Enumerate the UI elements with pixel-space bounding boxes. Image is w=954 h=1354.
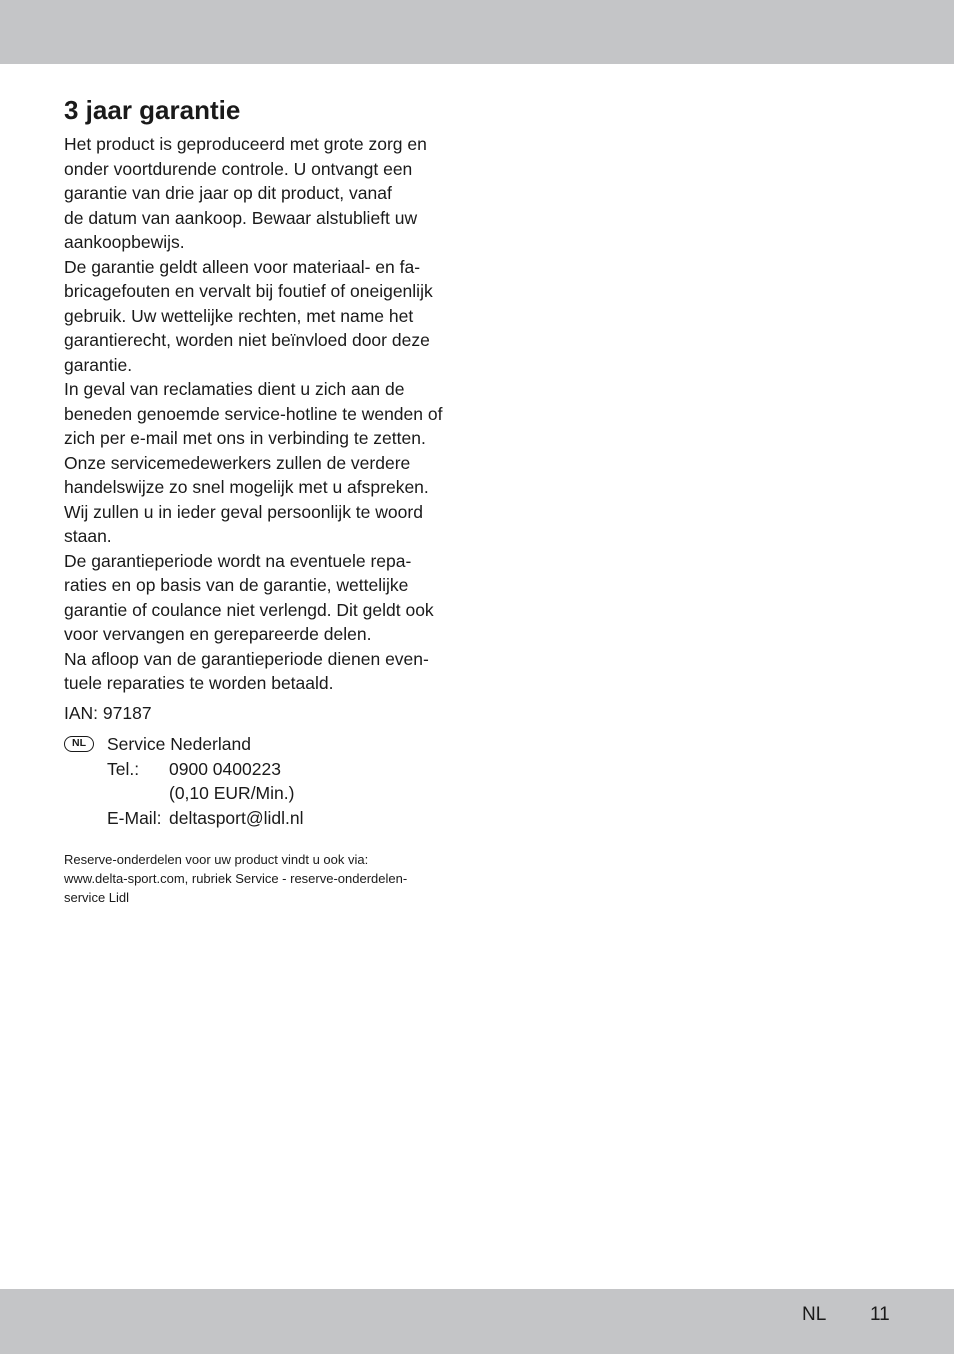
warranty-section	[64, 94, 464, 907]
text-line: garantierecht, worden niet beïnvloed door deze	[64, 330, 430, 350]
paragraph-5	[64, 647, 464, 696]
text-line: staan.	[64, 526, 112, 546]
text-line: gebruik. Uw wettelijke rechten, met name het	[64, 305, 414, 326]
page-number: 11	[870, 1304, 890, 1325]
text-line: Het product is geproduceerd met grote zorg en	[64, 134, 427, 154]
text-line: garantie van drie jaar op dit product, vanaf	[64, 183, 392, 203]
service-name: Service Nederland	[107, 734, 251, 754]
text-line: handelswijze zo snel mogelijk met u afspreken.	[64, 477, 429, 497]
text-line: In geval van reclamaties dient u zich aan de	[64, 379, 405, 399]
ian-number: IAN: 97187	[64, 702, 152, 723]
text-line: Wij zullen u in ieder geval persoonlijk te woord	[64, 501, 423, 522]
text-line: voor vervangen en gerepareerde delen.	[64, 624, 372, 644]
text-line: beneden genoemde service-hotline te wenden of	[64, 403, 443, 424]
phone-number: 0900 0400223	[169, 758, 281, 779]
text-line: onder voortdurende controle. U ontvangt een	[64, 158, 413, 179]
paragraph-2	[64, 255, 464, 378]
page-title: 3 jaar garantie	[64, 95, 241, 125]
text-line: raties en op basis van de garantie, wettelijke	[64, 575, 409, 595]
spare-parts-note	[64, 850, 464, 907]
service-contact	[64, 732, 464, 830]
phone-label: Tel.:	[107, 758, 140, 779]
paragraph-1	[64, 132, 464, 255]
email-address: deltasport@lidl.nl	[169, 807, 304, 828]
text-line: www.delta-sport.com, rubriek Service - reserve-onderdelen-	[64, 871, 408, 886]
footer-language: NL	[802, 1304, 827, 1325]
header-band	[0, 0, 954, 64]
text-line: de datum van aankoop. Bewaar alstublieft uw	[64, 207, 418, 228]
text-line: garantie.	[64, 354, 133, 375]
paragraph-3	[64, 377, 464, 549]
text-line: De garantieperiode wordt na eventuele repa-	[64, 550, 412, 571]
phone-rate: (0,10 EUR/Min.)	[169, 783, 295, 803]
service-phone-row	[107, 757, 464, 782]
text-line: service Lidl	[64, 890, 130, 905]
service-details	[107, 732, 464, 830]
text-line: bricagefouten en vervalt bij foutief of oneigenlijk	[64, 281, 433, 301]
text-line: zich per e-mail met ons in verbinding te zetten.	[64, 428, 426, 448]
text-line: aankoopbewijs.	[64, 232, 185, 252]
text-line: Onze servicemedewerkers zullen de verdere	[64, 452, 411, 473]
text-line: Na afloop van de garantieperiode dienen even-	[64, 648, 429, 669]
service-email-row	[107, 806, 464, 831]
text-line: De garantie geldt alleen voor materiaal- en fa-	[64, 256, 421, 277]
email-label: E-Mail:	[107, 807, 162, 828]
paragraph-4	[64, 549, 464, 647]
nl-country-badge: NL	[64, 736, 94, 752]
text-line: Reserve-onderdelen voor uw product vindt u ook via:	[64, 852, 369, 867]
text-line: tuele reparaties te worden betaald.	[64, 673, 334, 693]
text-line: garantie of coulance niet verlengd. Dit geldt ook	[64, 599, 434, 620]
